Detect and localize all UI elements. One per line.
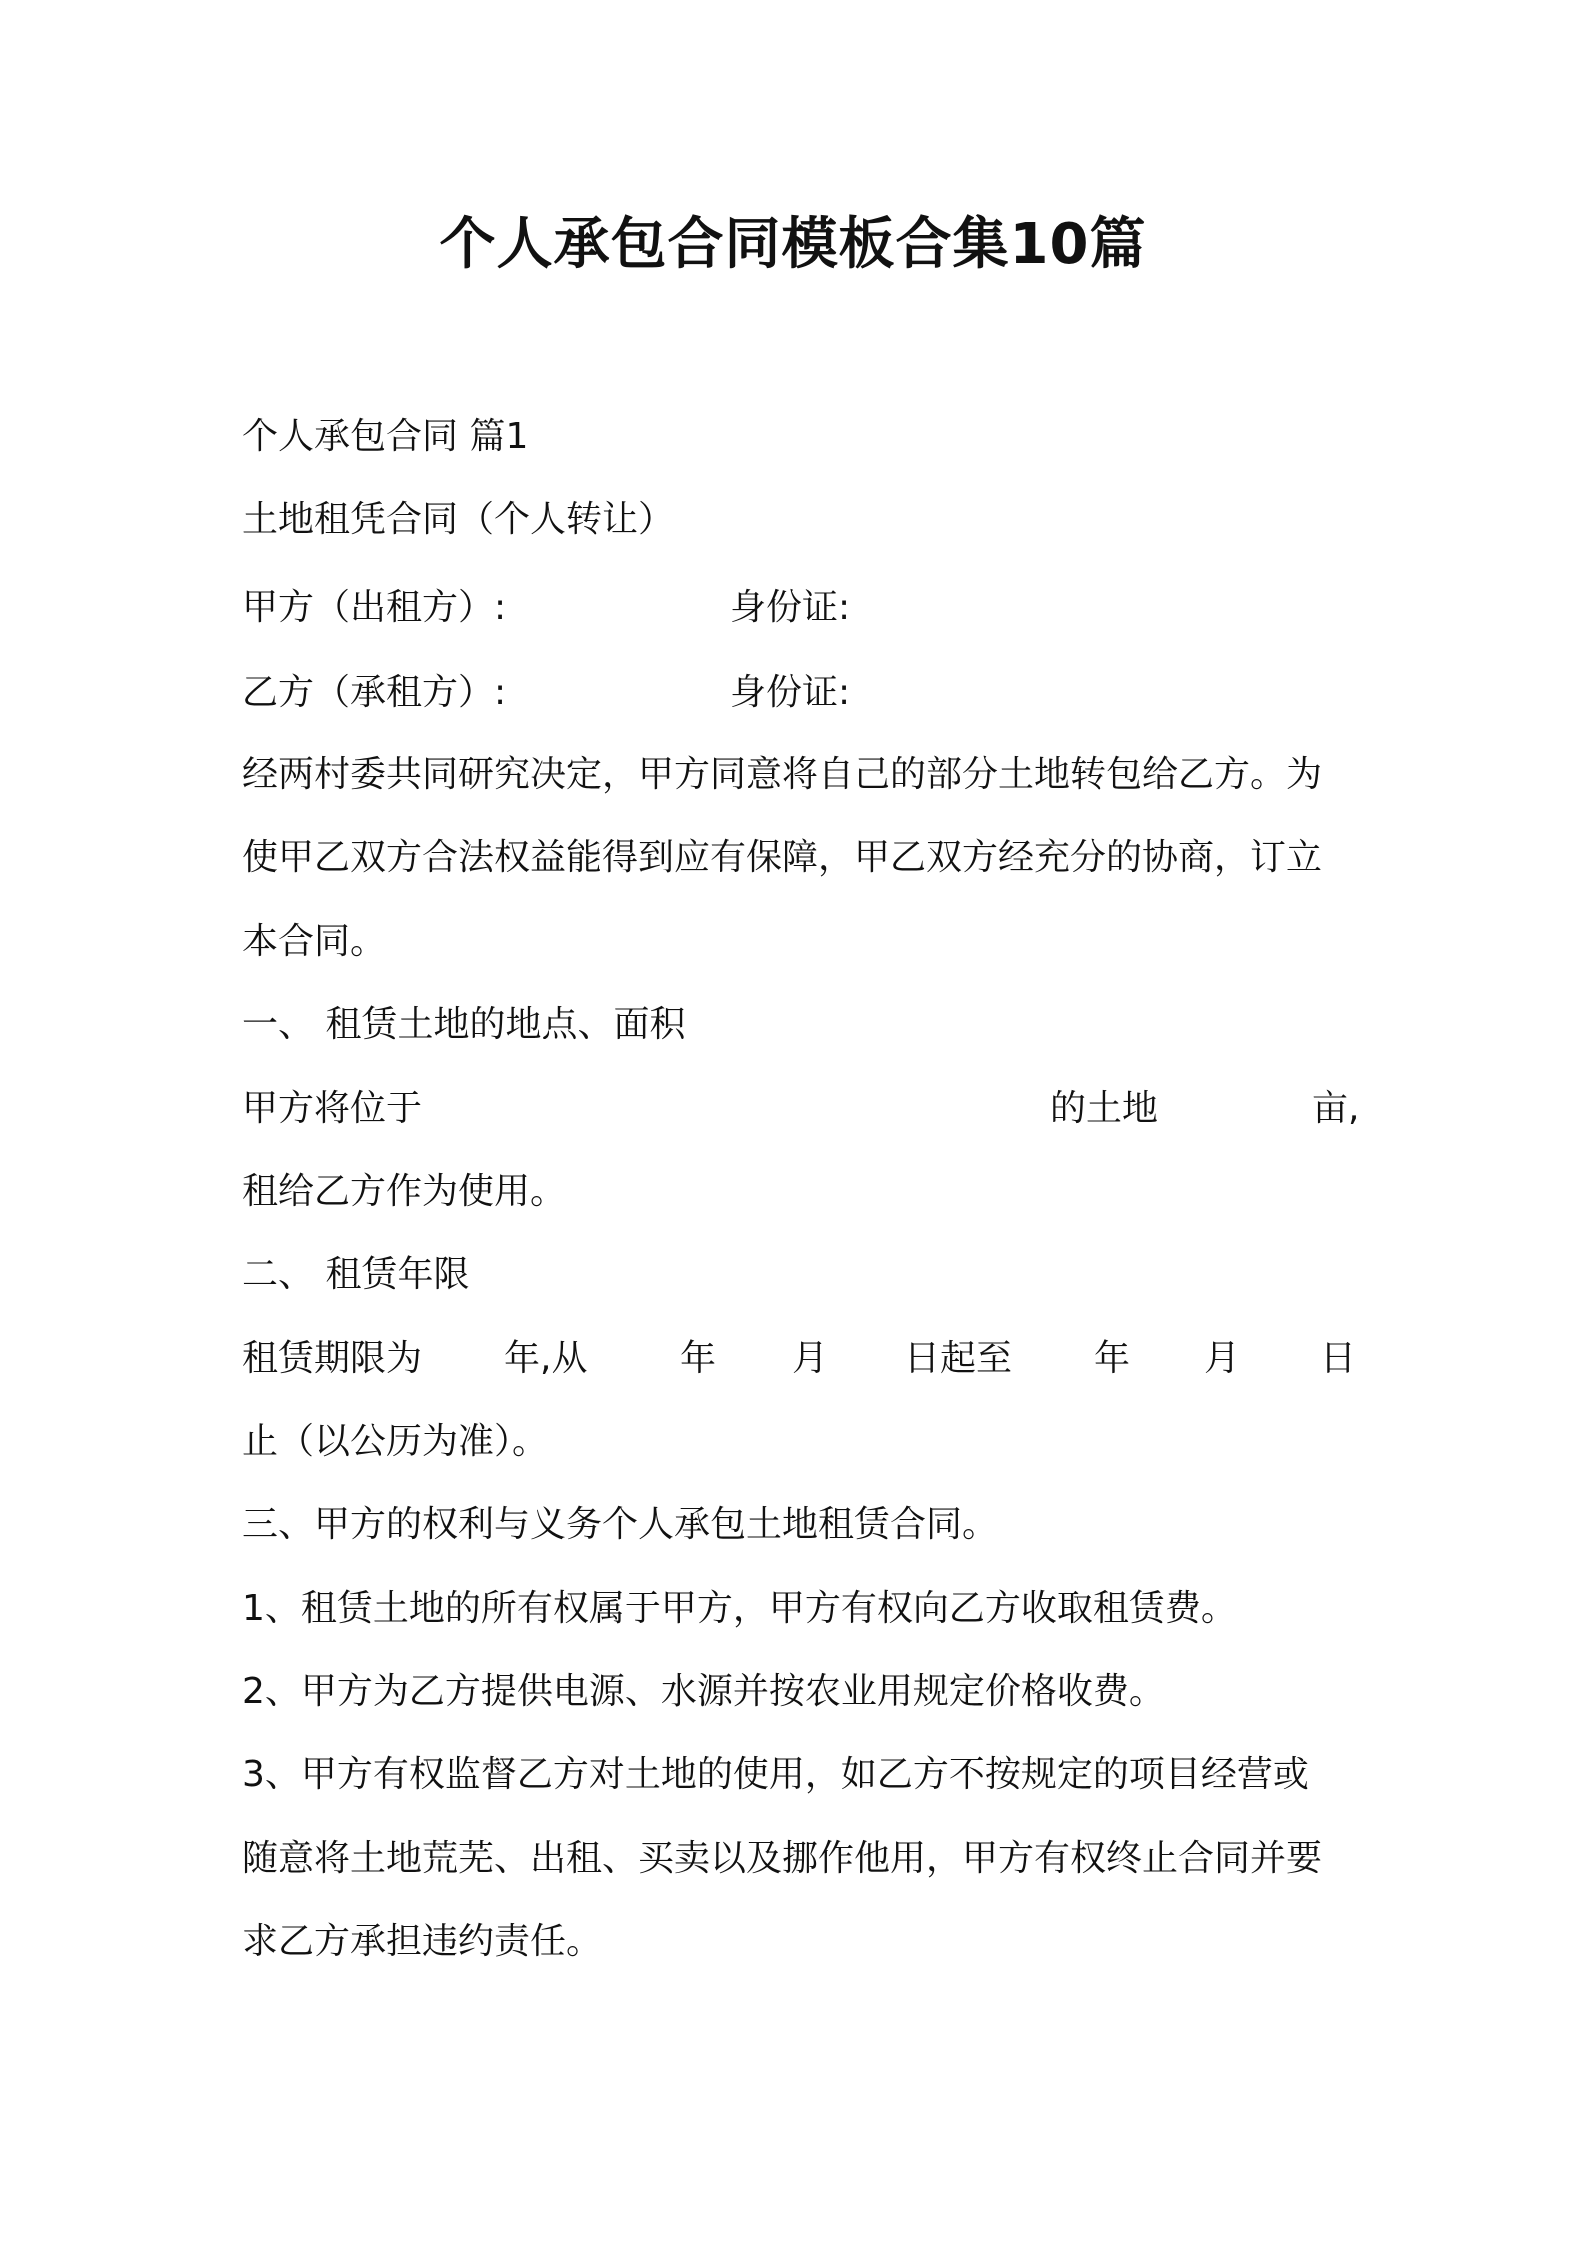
party-b-row [242, 668, 1342, 718]
term-text-a: 租赁期限为 [242, 1338, 423, 1379]
clause-1-text-b: 的土地 [1050, 1088, 1159, 1129]
intro-line-1: 经两村委共同研究决定，甲方同意将自己的部分土地转包给乙方。为 [242, 754, 1323, 795]
intro-line-2: 使甲乙双方合法权益能得到应有保障，甲乙双方经充分的协商，订立 [242, 837, 1323, 878]
clause-1-text-c: 亩, [1312, 1088, 1360, 1129]
clause-1-text-d: 租给乙方作为使用。 [242, 1171, 567, 1212]
term-text-h: 日 [1320, 1338, 1357, 1379]
clause-1-heading: 一、 租赁土地的地点、面积 [242, 1004, 686, 1045]
intro-line-3: 本合同。 [242, 921, 387, 962]
party-b-label: 乙方（承租方）: [242, 672, 507, 713]
term-text-g: 月 [1204, 1338, 1241, 1379]
party-a-id-label: 身份证: [730, 587, 851, 628]
clause-3-item-3-line-1: 3、甲方有权监督乙方对土地的使用，如乙方不按规定的项目经营或 [242, 1754, 1309, 1795]
term-text-b: 年,从 [504, 1338, 588, 1379]
term-end: 止（以公历为准）。 [242, 1421, 549, 1462]
clause-3-item-2: 2、甲方为乙方提供电源、水源并按农业用规定价格收费。 [242, 1671, 1165, 1712]
contract-name: 土地租凭合同（个人转让） [242, 499, 675, 540]
term-text-f: 年 [1094, 1338, 1131, 1379]
party-b-id-label: 身份证: [730, 672, 851, 713]
clause-3-heading: 三、甲方的权利与义务个人承包土地租赁合同。 [242, 1504, 999, 1545]
term-text-c: 年 [680, 1338, 717, 1379]
clause-2-heading: 二、 租赁年限 [242, 1254, 470, 1295]
clause-1-text-a: 甲方将位于 [242, 1088, 423, 1129]
lease-term-row [242, 1334, 1362, 1384]
clause-3-item-3-line-2: 随意将土地荒芜、出租、买卖以及挪作他用，甲方有权终止合同并要 [242, 1838, 1323, 1879]
party-a-label: 甲方（出租方）: [242, 587, 507, 628]
term-text-e: 日起至 [904, 1338, 1013, 1379]
clause-3-item-3-line-3: 求乙方承担违约责任。 [242, 1921, 603, 1962]
clause-1-location-row [242, 1084, 1372, 1134]
document-title: 个人承包合同模板合集10篇 [439, 212, 1147, 277]
clause-3-item-1: 1、租赁土地的所有权属于甲方，甲方有权向乙方收取租赁费。 [242, 1588, 1237, 1629]
term-text-d: 月 [792, 1338, 829, 1379]
section-heading: 个人承包合同 篇1 [242, 416, 529, 457]
party-a-row [242, 583, 1342, 633]
